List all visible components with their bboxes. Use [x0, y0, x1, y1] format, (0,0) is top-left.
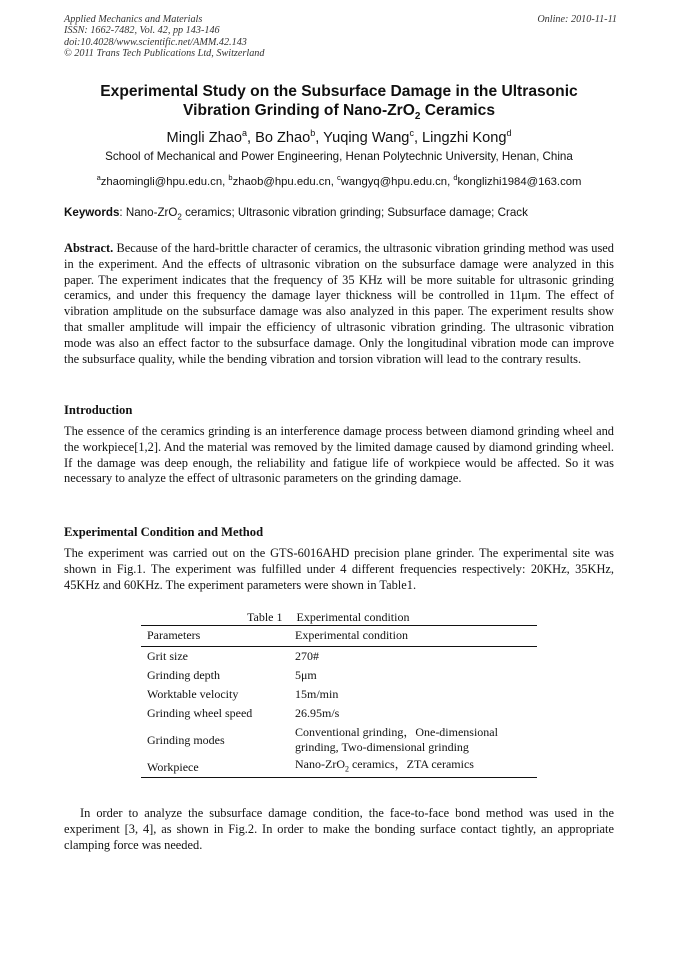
table-param-cell: Worktable velocity: [147, 687, 239, 701]
abstract-label: Abstract.: [64, 241, 114, 255]
keywords-text-end: ceramics; Ultrasonic vibration grinding; Subsurface damage; Crack: [181, 206, 528, 219]
email-mark: b: [228, 173, 233, 182]
table-label: Table 1: [247, 610, 283, 624]
email-sep: ,: [330, 175, 338, 188]
table-value-cell: 5μm: [295, 668, 317, 682]
author-name: Lingzhi Kong: [422, 129, 507, 146]
copyright-line: © 2011 Trans Tech Publications Ltd, Switzerland: [64, 48, 265, 60]
email-mark: d: [453, 173, 458, 182]
table-row: [141, 723, 537, 757]
keywords-text: : Nano-ZrO: [119, 206, 178, 219]
author-mark: b: [310, 128, 316, 138]
abstract: [64, 241, 614, 367]
table-param-cell: Grinding modes: [147, 732, 225, 747]
author-name: Bo Zhao: [255, 129, 311, 146]
table-value-cell: [289, 757, 537, 778]
author-sep: ,: [315, 129, 324, 146]
table-param-cell: Grit size: [147, 649, 188, 663]
author-mark: c: [409, 128, 414, 138]
email-mark: a: [96, 173, 101, 182]
author: [255, 130, 323, 146]
email-address[interactable]: konglizhi1984@163.com: [457, 175, 582, 188]
affiliation: School of Mechanical and Power Engineering, Henan Polytechnic University, Henan, China: [105, 150, 573, 163]
title-line-2: [64, 101, 614, 126]
email-mark: c: [337, 173, 341, 182]
table-param-cell: Grinding depth: [147, 668, 220, 682]
author-mark: d: [506, 128, 512, 138]
abstract-text: Because of the hard-brittle character of ceramics, the ultrasonic vibration grinding method was used in the experiment. And the effects of ultrasonic vibration on the subsurface damage were analyzed in this paper. The experiment indicates that the frequency of 35 KHz will be more suitable for ultrasonic grinding ceramics, and under this frequency the damage layer thickness will be controlled in 11μm. The effect of vibration amplitude on the subsurface damage was also analyzed in this paper. The experiment results show that smaller amplitude will impair the efficiency of ultrasonic vibration grinding. The ultrasonic vibration mode was also an effect factor to the subsurface damage. Only the longitudinal vibration mode can improve the subsurface quality, while the bending vibration and torsion vibration will lead to the contrary results.: [64, 241, 614, 366]
method-text: The experiment was carried out on the GTS-6016AHD precision plane grinder. The experimental site was shown in Fig.1. The experiment was fulfilled under 4 different frequencies respectively: 20KHz, 35KHz, 45KHz and 60KHz. The experiment parameters were shown in Table1.: [64, 546, 614, 592]
author-sep: ,: [413, 129, 423, 146]
title-line-2-text: Vibration Grinding of Nano-ZrO: [183, 102, 415, 119]
online-date: Online: 2010-11-11: [537, 14, 617, 25]
table-row: [141, 666, 537, 685]
title-line-2-end: Ceramics: [420, 102, 495, 119]
journal-name: Applied Mechanics and Materials: [64, 14, 203, 25]
table-caption: [247, 610, 409, 624]
table-value-line: grinding, Two-dimensional grinding: [295, 740, 469, 754]
title-line-1: Experimental Study on the Subsurface Damage in the Ultrasonic: [100, 83, 578, 100]
table-value-cell: [289, 723, 537, 757]
paper-title: [64, 82, 614, 126]
email-address[interactable]: zhaob@hpu.edu.cn: [232, 175, 331, 188]
author: [167, 130, 256, 146]
email-list: [64, 171, 614, 189]
author-sep: ,: [247, 129, 256, 146]
email[interactable]: [337, 173, 454, 188]
keywords-label: Keywords: [64, 206, 120, 219]
email[interactable]: [96, 173, 229, 188]
doi-line: doi:10.4028/www.scientific.net/AMM.42.143: [64, 36, 247, 48]
closing-paragraph: In order to analyze the subsurface damage condition, the face-to-face bond method was used in the experiment [3, 4], as shown in Fig.2. In order to make the bonding surface contact tightly, an appropriate clamping force was needed.: [64, 806, 614, 852]
table-header-cell: Parameters: [141, 626, 289, 647]
introduction-text: The essence of the ceramics grinding is an interference damage process between diamond grinding wheel and the workpiece[1,2]. And the material was removed by the limited damage caused by diamond grinding wheel. If the damage was deep enough, the reliability and fatigue life of workpiece would be affected. So it was necessary to analyze the effect of ultrasonic parameters on the grinding damage.: [64, 424, 614, 486]
email-address[interactable]: zhaomingli@hpu.edu.cn: [100, 175, 223, 188]
author-name: Yuqing Wang: [323, 129, 410, 146]
table-value-subscript: 2: [344, 764, 349, 774]
email[interactable]: [228, 173, 338, 188]
table-row: [141, 704, 537, 723]
email-sep: ,: [447, 175, 454, 188]
author-mark: a: [241, 128, 247, 138]
method-heading: Experimental Condition and Method: [64, 525, 264, 539]
experimental-condition-table: [141, 625, 537, 778]
table-value-cell: 26.95m/s: [295, 706, 340, 720]
table-value-line: Conventional grinding，One-dimensional: [295, 725, 498, 739]
author: [323, 130, 422, 146]
issn-line: ISSN: 1662-7482, Vol. 42, pp 143-146: [64, 25, 220, 37]
introduction-heading: Introduction: [64, 403, 133, 417]
email-address[interactable]: wangyq@hpu.edu.cn: [340, 175, 448, 188]
title-subscript: 2: [414, 111, 421, 123]
keywords-subscript: 2: [177, 212, 182, 222]
table-param-cell: Workpiece: [141, 757, 289, 778]
table-header-cell: Experimental condition: [289, 626, 537, 647]
table-header-row: [141, 626, 537, 647]
table-row: [141, 757, 537, 778]
table-value-text: Nano-ZrO: [295, 757, 345, 772]
table-value-cell: 270#: [295, 649, 319, 663]
table-value-text-end: ceramics，ZTA ceramics: [348, 757, 474, 772]
author: [422, 130, 511, 146]
table-param-cell: Grinding wheel speed: [147, 706, 253, 720]
keywords: [64, 206, 617, 224]
journal-header: [64, 14, 617, 60]
email-sep: ,: [222, 175, 229, 188]
table-row: [141, 685, 537, 704]
email[interactable]: [453, 173, 582, 188]
table-value-cell: 15m/min: [295, 687, 339, 701]
author-name: Mingli Zhao: [166, 129, 242, 146]
author-list: [64, 124, 614, 147]
table-row: [141, 647, 537, 667]
table-caption-text: Experimental condition: [296, 610, 410, 624]
